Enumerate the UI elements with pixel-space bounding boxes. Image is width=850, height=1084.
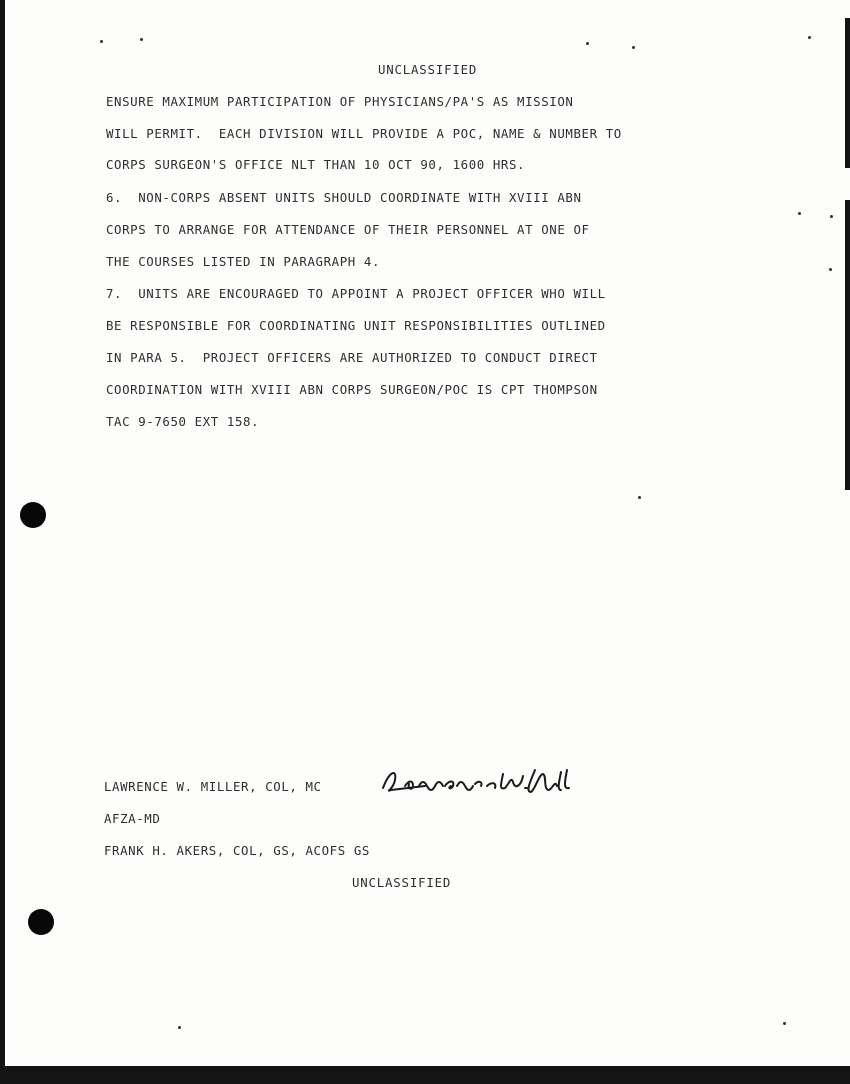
scan-speck [829, 268, 832, 271]
scan-speck [178, 1026, 181, 1029]
body-line: IN PARA 5. PROJECT OFFICERS ARE AUTHORIZED TO CONDUCT DIRECT [106, 350, 598, 365]
scan-speck [830, 215, 833, 218]
scan-speck [783, 1022, 786, 1025]
scan-edge-right-middle [845, 200, 850, 490]
approver-name: FRANK H. AKERS, COL, GS, ACOFS GS [104, 843, 370, 858]
body-line: 7. UNITS ARE ENCOURAGED TO APPOINT A PROJECT OFFICER WHO WILL [106, 286, 606, 301]
body-line: BE RESPONSIBLE FOR COORDINATING UNIT RESPONSIBILITIES OUTLINED [106, 318, 606, 333]
scan-speck [140, 38, 143, 41]
body-line: COORDINATION WITH XVIII ABN CORPS SURGEON/POC IS CPT THOMPSON [106, 382, 598, 397]
body-line: ENSURE MAXIMUM PARTICIPATION OF PHYSICIANS/PA'S AS MISSION [106, 94, 574, 109]
body-line: CORPS SURGEON'S OFFICE NLT THAN 10 OCT 90, 1600 HRS. [106, 157, 526, 172]
scan-edge-left [0, 0, 5, 1084]
body-line: TAC 9-7650 EXT 158. [106, 414, 260, 429]
scan-speck [798, 212, 801, 215]
scan-speck [808, 36, 811, 39]
handwritten-signature [375, 762, 575, 802]
office-symbol: AFZA-MD [104, 811, 161, 826]
punch-hole-bottom [28, 909, 54, 935]
scan-edge-bottom [0, 1066, 850, 1084]
scan-edge-right-top [845, 18, 850, 168]
body-line: 6. NON-CORPS ABSENT UNITS SHOULD COORDINATE WITH XVIII ABN [106, 190, 582, 205]
scan-speck [100, 40, 103, 43]
signer-name: LAWRENCE W. MILLER, COL, MC [104, 779, 322, 794]
scan-speck [632, 46, 635, 49]
body-line: WILL PERMIT. EACH DIVISION WILL PROVIDE A POC, NAME & NUMBER TO [106, 126, 622, 141]
body-line: THE COURSES LISTED IN PARAGRAPH 4. [106, 254, 381, 269]
scan-speck [638, 496, 641, 499]
body-line: CORPS TO ARRANGE FOR ATTENDANCE OF THEIR PERSONNEL AT ONE OF [106, 222, 590, 237]
classification-footer: UNCLASSIFIED [352, 875, 452, 890]
punch-hole-top [20, 502, 46, 528]
classification-header: UNCLASSIFIED [378, 62, 478, 77]
scan-speck [586, 42, 589, 45]
